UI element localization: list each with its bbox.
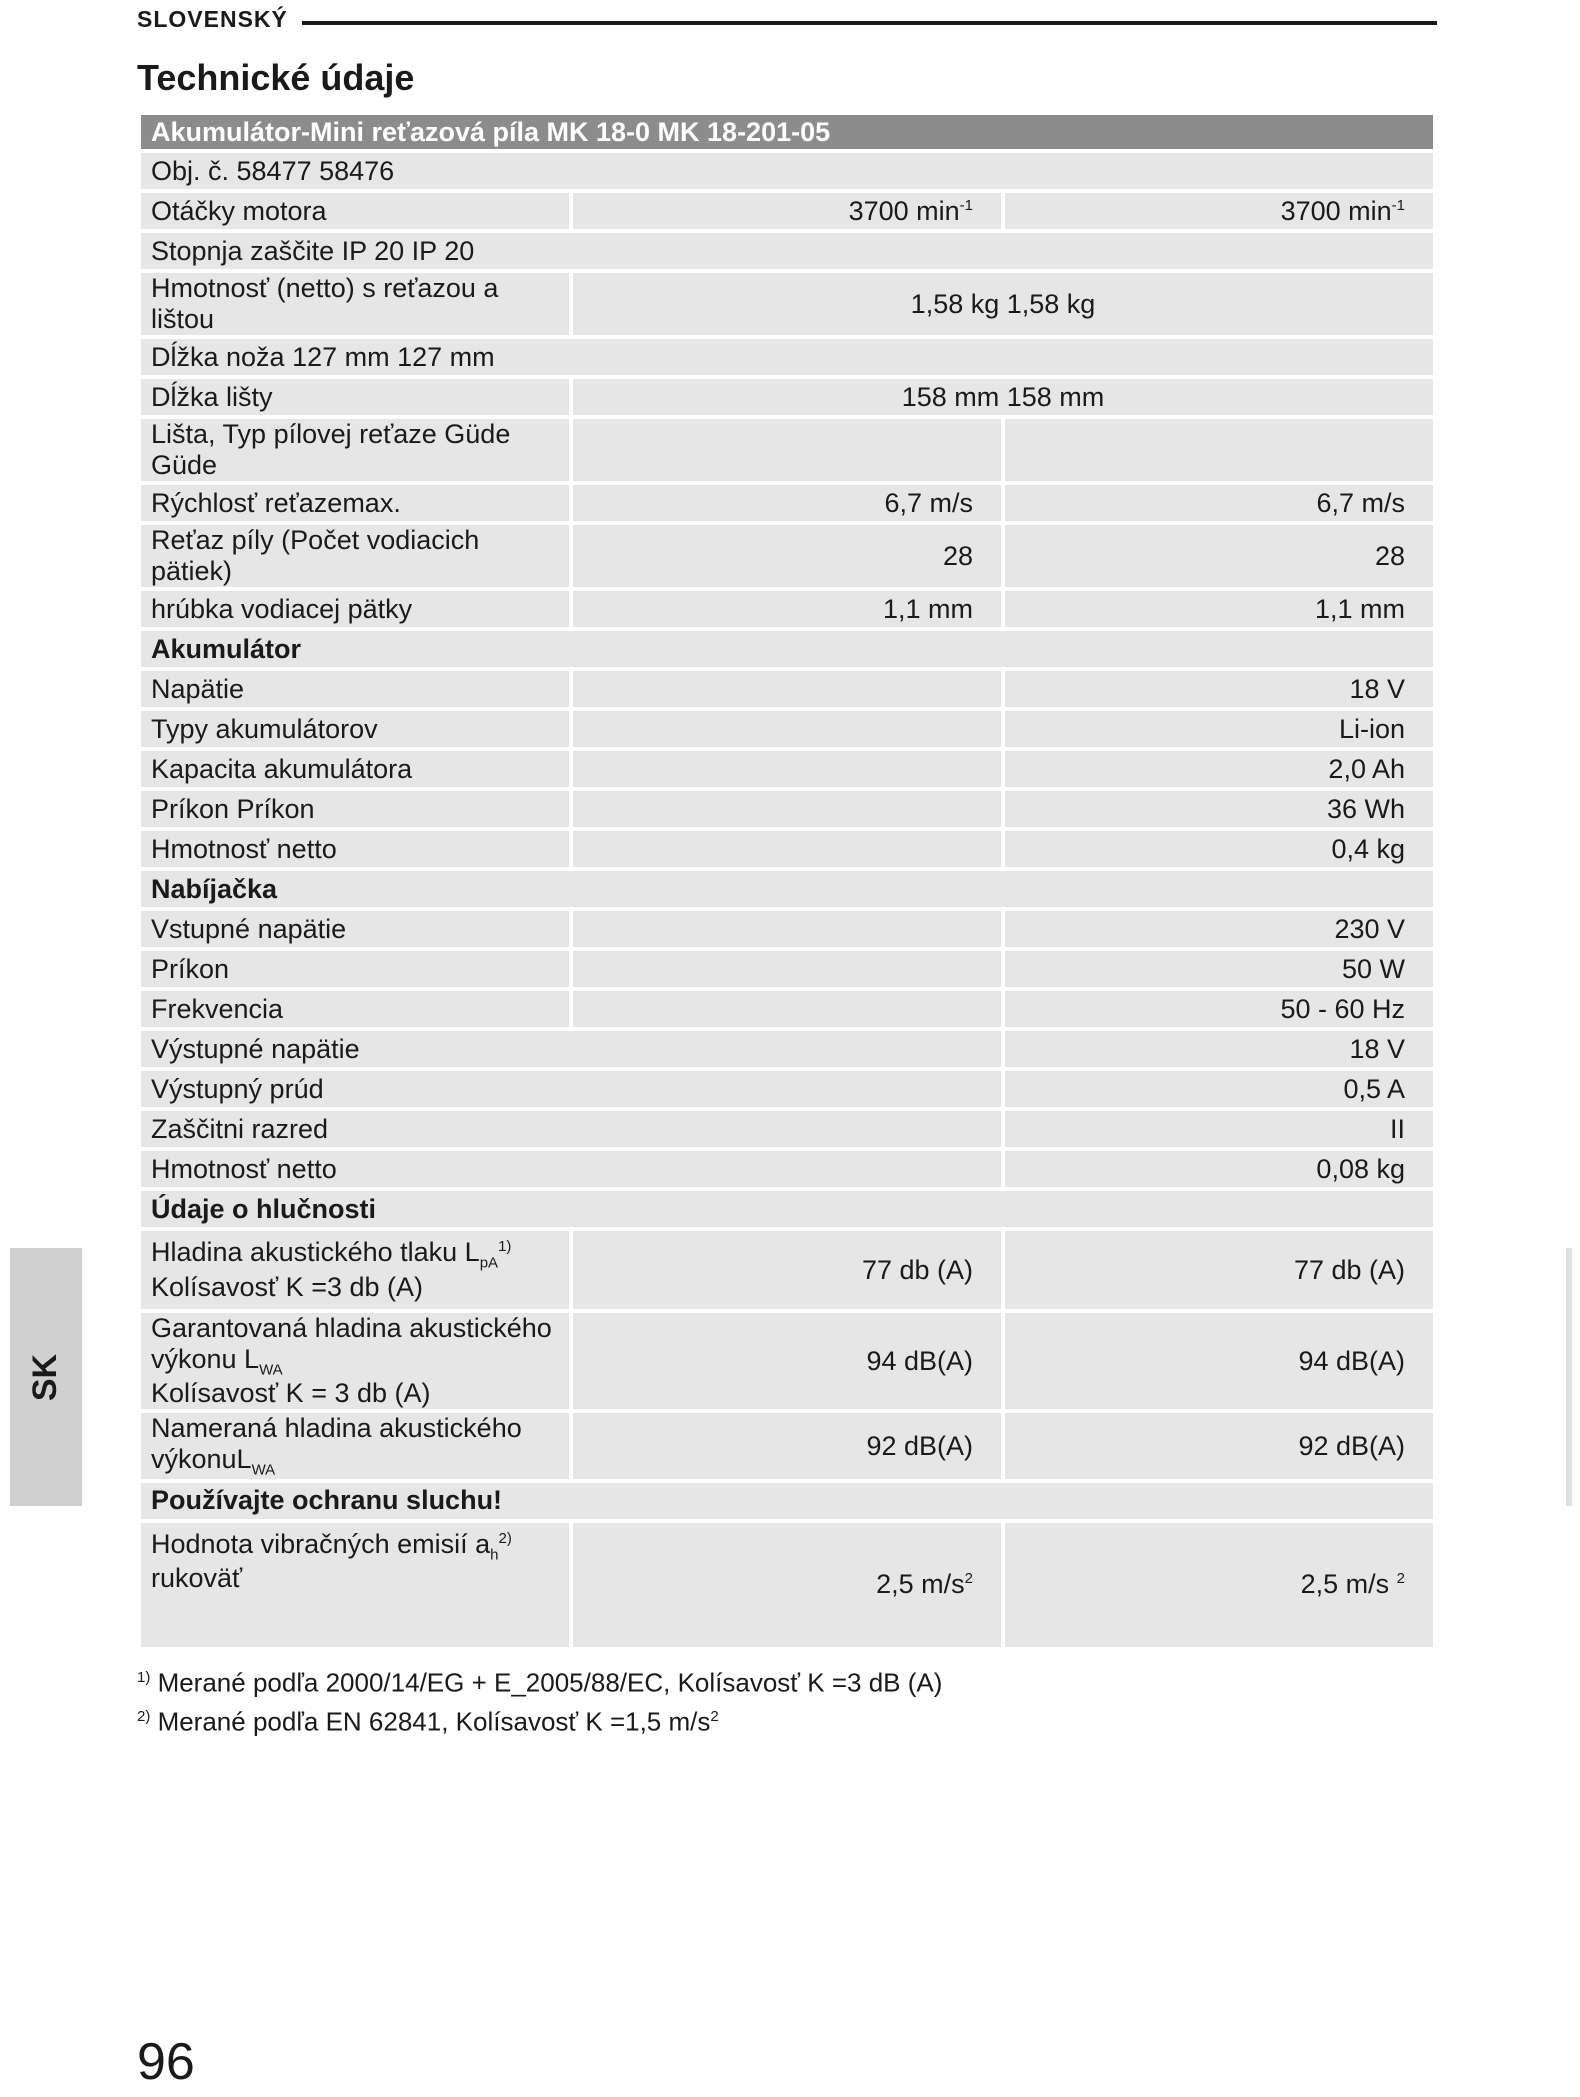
section-heading-row — [139, 1189, 1435, 1229]
page-title: Technické údaje — [137, 57, 415, 98]
row-label: Výstupné napätie — [139, 1029, 1003, 1069]
table-row — [139, 1311, 1435, 1411]
row-value-2: 94 dB(A) — [1003, 1311, 1435, 1411]
table-row — [139, 191, 1435, 231]
row-label: Hmotnosť (netto) s reťazou a lištou — [139, 271, 571, 337]
row-label: Nameraná hladina akustického výkonuL$_{WA}$ — [139, 1411, 571, 1480]
row-label: Napätie — [139, 669, 571, 709]
row-value-1 — [571, 749, 1003, 789]
table-row — [139, 1521, 1435, 1649]
row-value-2: 36 Wh — [1003, 789, 1435, 829]
row-label: Frekvencia — [139, 989, 571, 1029]
section-heading-noise: Údaje o hlučnosti — [139, 1189, 1435, 1229]
table-row — [139, 1029, 1435, 1069]
row-value-1: 1,1 mm — [571, 589, 1003, 629]
table-row — [139, 1109, 1435, 1149]
row-label: Kapacita akumulátora — [139, 749, 571, 789]
section-heading-charger: Nabíjačka — [139, 869, 1435, 909]
row-label: Typy akumulátorov — [139, 709, 571, 749]
header-rule — [302, 21, 1437, 25]
row-label: Reťaz píly (Počet vodiacich pätiek) — [139, 523, 571, 589]
footnote-1: $^{1)}$ Merané podľa 2000/14/EG + E_2005/88/EC, Kolísavosť K =3 dB (A) — [137, 1667, 943, 1698]
table-row — [139, 1411, 1435, 1480]
row-label: Vstupné napätie — [139, 909, 571, 949]
table-title-row — [139, 113, 1435, 151]
row-value-2: 6,7 m/s — [1003, 483, 1435, 523]
table-row — [139, 709, 1435, 749]
table-row — [139, 271, 1435, 337]
page-number: 96 — [137, 2033, 195, 2091]
row-label: Výstupný prúd — [139, 1069, 1003, 1109]
row-label: Dĺžka noža 127 mm 127 mm — [139, 337, 1435, 377]
row-value-1 — [571, 829, 1003, 869]
table-row — [139, 337, 1435, 377]
row-label: Zaščitni razred — [139, 1109, 1003, 1149]
row-label: Lišta, Typ pílovej reťaze Güde Güde — [139, 417, 571, 483]
table-row — [139, 1229, 1435, 1311]
hearing-protection-warning: Používajte ochranu sluchu! — [139, 1481, 1435, 1521]
row-label: Príkon — [139, 949, 571, 989]
row-value-2: 77 db (A) — [1003, 1229, 1435, 1311]
row-label: Hodnota vibračných emisií $a_h^{2)}$ rukoväť — [139, 1521, 571, 1649]
row-value-1 — [571, 789, 1003, 829]
table-row — [139, 377, 1435, 417]
row-value-2: 0,5 A — [1003, 1069, 1435, 1109]
row-value-2: 18 V — [1003, 669, 1435, 709]
row-label: Otáčky motora — [139, 191, 571, 231]
row-value-2: 1,1 mm — [1003, 589, 1435, 629]
table-row — [139, 789, 1435, 829]
section-heading-row — [139, 629, 1435, 669]
row-label: Hmotnosť netto — [139, 1149, 1003, 1189]
table-row — [139, 909, 1435, 949]
table-title: Akumulátor-Mini reťazová píla MK 18-0 MK 18-201-05 — [139, 113, 1435, 151]
table-row — [139, 949, 1435, 989]
row-value-2: 28 — [1003, 523, 1435, 589]
table-row — [139, 829, 1435, 869]
row-value-2: 230 V — [1003, 909, 1435, 949]
row-label: Hmotnosť netto — [139, 829, 571, 869]
row-value-1 — [571, 669, 1003, 709]
row-value-1: 92 dB(A) — [571, 1411, 1003, 1480]
row-value-2: 2,5 m/s $^2$ — [1003, 1521, 1435, 1649]
table-row — [139, 669, 1435, 709]
table-row — [139, 523, 1435, 589]
table-row — [139, 483, 1435, 523]
table-row — [139, 417, 1435, 483]
table-row — [139, 151, 1435, 191]
footnotes — [137, 1661, 942, 1738]
table-row — [139, 231, 1435, 271]
row-value-1: 77 db (A) — [571, 1229, 1003, 1311]
row-value-1 — [571, 989, 1003, 1029]
row-label: Príkon Príkon — [139, 789, 571, 829]
row-value-2: 3700 $\min^{-1}$ — [1003, 191, 1435, 231]
row-value-1 — [571, 909, 1003, 949]
row-value-2: 0,4 kg — [1003, 829, 1435, 869]
table-row — [139, 749, 1435, 789]
row-value-2: 2,0 Ah — [1003, 749, 1435, 789]
row-value-2: 18 V — [1003, 1029, 1435, 1069]
row-label: Garantovaná hladina akustického výkonu $L_{WA}$ Kolísavosť K = 3 db (A) — [139, 1311, 571, 1411]
row-value-merged: 158 mm 158 mm — [571, 377, 1435, 417]
warning-row — [139, 1481, 1435, 1521]
row-value-merged: 1,58 kg 1,58 kg — [571, 271, 1435, 337]
section-heading-row — [139, 869, 1435, 909]
row-value-1: 94 dB(A) — [571, 1311, 1003, 1411]
table-row — [139, 1149, 1435, 1189]
row-value-2: 50 W — [1003, 949, 1435, 989]
row-value-1 — [571, 417, 1003, 483]
row-label: Stopnja zaščite IP 20 IP 20 — [139, 231, 1435, 271]
footnote-2: $^{2)}$ Merané podľa EN 62841, Kolísavosť K =1,5 $m/s^2$ — [137, 1706, 719, 1737]
header-language: SLOVENSKÝ — [137, 6, 288, 32]
table-row — [139, 989, 1435, 1029]
section-heading-battery: Akumulátor — [139, 629, 1435, 669]
row-label: Hladina akustického tlaku $L_{pA}^{1)}$ Kolísavosť K =3 db (A) — [139, 1229, 571, 1311]
row-label: Rýchlosť reťazemax. — [139, 483, 571, 523]
table-row — [139, 1069, 1435, 1109]
row-value-2: 50 - 60 Hz — [1003, 989, 1435, 1029]
row-label: Obj. č. 58477 58476 — [139, 151, 1435, 191]
spec-table — [137, 111, 1437, 1651]
row-value-2 — [1003, 417, 1435, 483]
row-label: hrúbka vodiacej pätky — [139, 589, 571, 629]
table-row — [139, 589, 1435, 629]
row-value-1: 3700 $\min^{-1}$ — [571, 191, 1003, 231]
row-value-2: 0,08 kg — [1003, 1149, 1435, 1189]
language-side-tab-label: SK — [26, 1353, 65, 1401]
row-label: Dĺžka lišty — [139, 377, 571, 417]
row-value-1 — [571, 709, 1003, 749]
row-value-1: 2,5 $m/s^2$ — [571, 1521, 1003, 1649]
row-value-1: 28 — [571, 523, 1003, 589]
row-value-1 — [571, 949, 1003, 989]
row-value-1: 6,7 m/s — [571, 483, 1003, 523]
row-value-2: 92 dB(A) — [1003, 1411, 1435, 1480]
row-value-2: Li-ion — [1003, 709, 1435, 749]
right-edge-marker — [1566, 1248, 1572, 1506]
row-value-2: II — [1003, 1109, 1435, 1149]
